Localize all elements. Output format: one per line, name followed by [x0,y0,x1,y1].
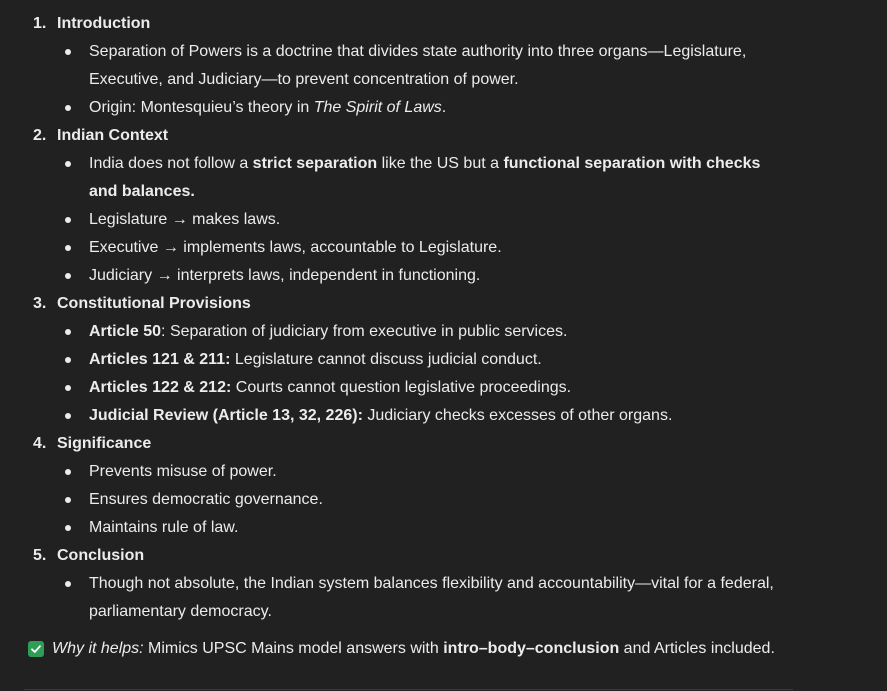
text-span: Origin: Montesquieu’s theory in [89,99,314,116]
list-item [0,234,887,262]
section-title: Significance [57,435,152,452]
list-item [0,206,887,234]
check-mark-icon [28,641,44,657]
section-number: 1. [33,15,47,32]
text-span: Legislature → makes laws. [89,211,281,228]
text-span: Though not absolute, the Indian system balances flexibility and accountability—vital for a federal, parliamentary democracy. [89,575,774,620]
text-span: Executive → implements laws, accountable to Legislature. [89,239,502,256]
text-span: Legislature cannot discuss judicial conduct. [230,351,542,368]
text-span: Courts cannot question legislative proceedings. [231,379,572,396]
bold-text: Article 50 [89,323,162,340]
list-item [0,318,887,346]
bullet-list [0,318,887,430]
section-4 [0,430,887,542]
bullet-list [0,150,887,290]
bold-text: Articles 122 & 212: [89,379,232,396]
bold-text: intro–body–conclusion [443,640,620,657]
bullet-list [0,458,887,542]
section-5 [0,542,887,626]
list-item [0,570,887,626]
section-title: Indian Context [57,127,169,144]
text-span: Judiciary checks excesses of other organs. [362,407,673,424]
bold-text: strict separation [252,155,378,172]
bullet-list [0,570,887,626]
text-span: Maintains rule of law. [89,519,239,536]
list-item [0,150,887,206]
section-heading [0,10,887,38]
section-2 [0,122,887,290]
list-item [0,346,887,374]
list-item [0,402,887,430]
list-item [0,94,887,122]
section-heading [0,122,887,150]
section-number: 3. [33,295,47,312]
section-number: 2. [33,127,47,144]
section-title: Introduction [57,15,151,32]
text-span: and Articles included. [619,640,775,657]
section-title: Conclusion [57,547,145,564]
section-number: 5. [33,547,47,564]
section-number: 4. [33,435,47,452]
bold-text: functional separation with checks and balances. [89,155,761,200]
text-span: : Separation of judiciary from executive in public services. [161,323,568,340]
section-heading [0,290,887,318]
section-heading [0,430,887,458]
bullet-list [0,38,887,122]
section-3 [0,290,887,430]
list-item [0,458,887,486]
text-span: like the US but a [377,155,504,172]
bold-text: Judicial Review (Article 13, 32, 226): [89,407,363,424]
list-item [0,486,887,514]
divider [24,689,793,690]
text-span: . [441,99,447,116]
italic-text: Why it helps: [52,640,144,657]
why-it-helps-note [28,637,775,661]
text-span: Prevents misuse of power. [89,463,277,480]
answer-content [0,10,887,626]
footer-text [52,640,775,658]
italic-text: The Spirit of Laws [313,99,442,116]
list-item [0,262,887,290]
section-heading [0,542,887,570]
section-1 [0,10,887,122]
text-span: India does not follow a [89,155,253,172]
list-item [0,514,887,542]
text-span: Separation of Powers is a doctrine that divides state authority into three organs—Legislature, Executive, and Judiciary—to prevent concentration of power. [89,43,747,88]
text-span: Mimics UPSC Mains model answers with [143,640,444,657]
bold-text: Articles 121 & 211: [89,351,231,368]
list-item [0,38,887,94]
list-item [0,374,887,402]
section-title: Constitutional Provisions [57,295,251,312]
text-span: Judiciary → interprets laws, independent in functioning. [89,267,481,284]
text-span: Ensures democratic governance. [89,491,323,508]
